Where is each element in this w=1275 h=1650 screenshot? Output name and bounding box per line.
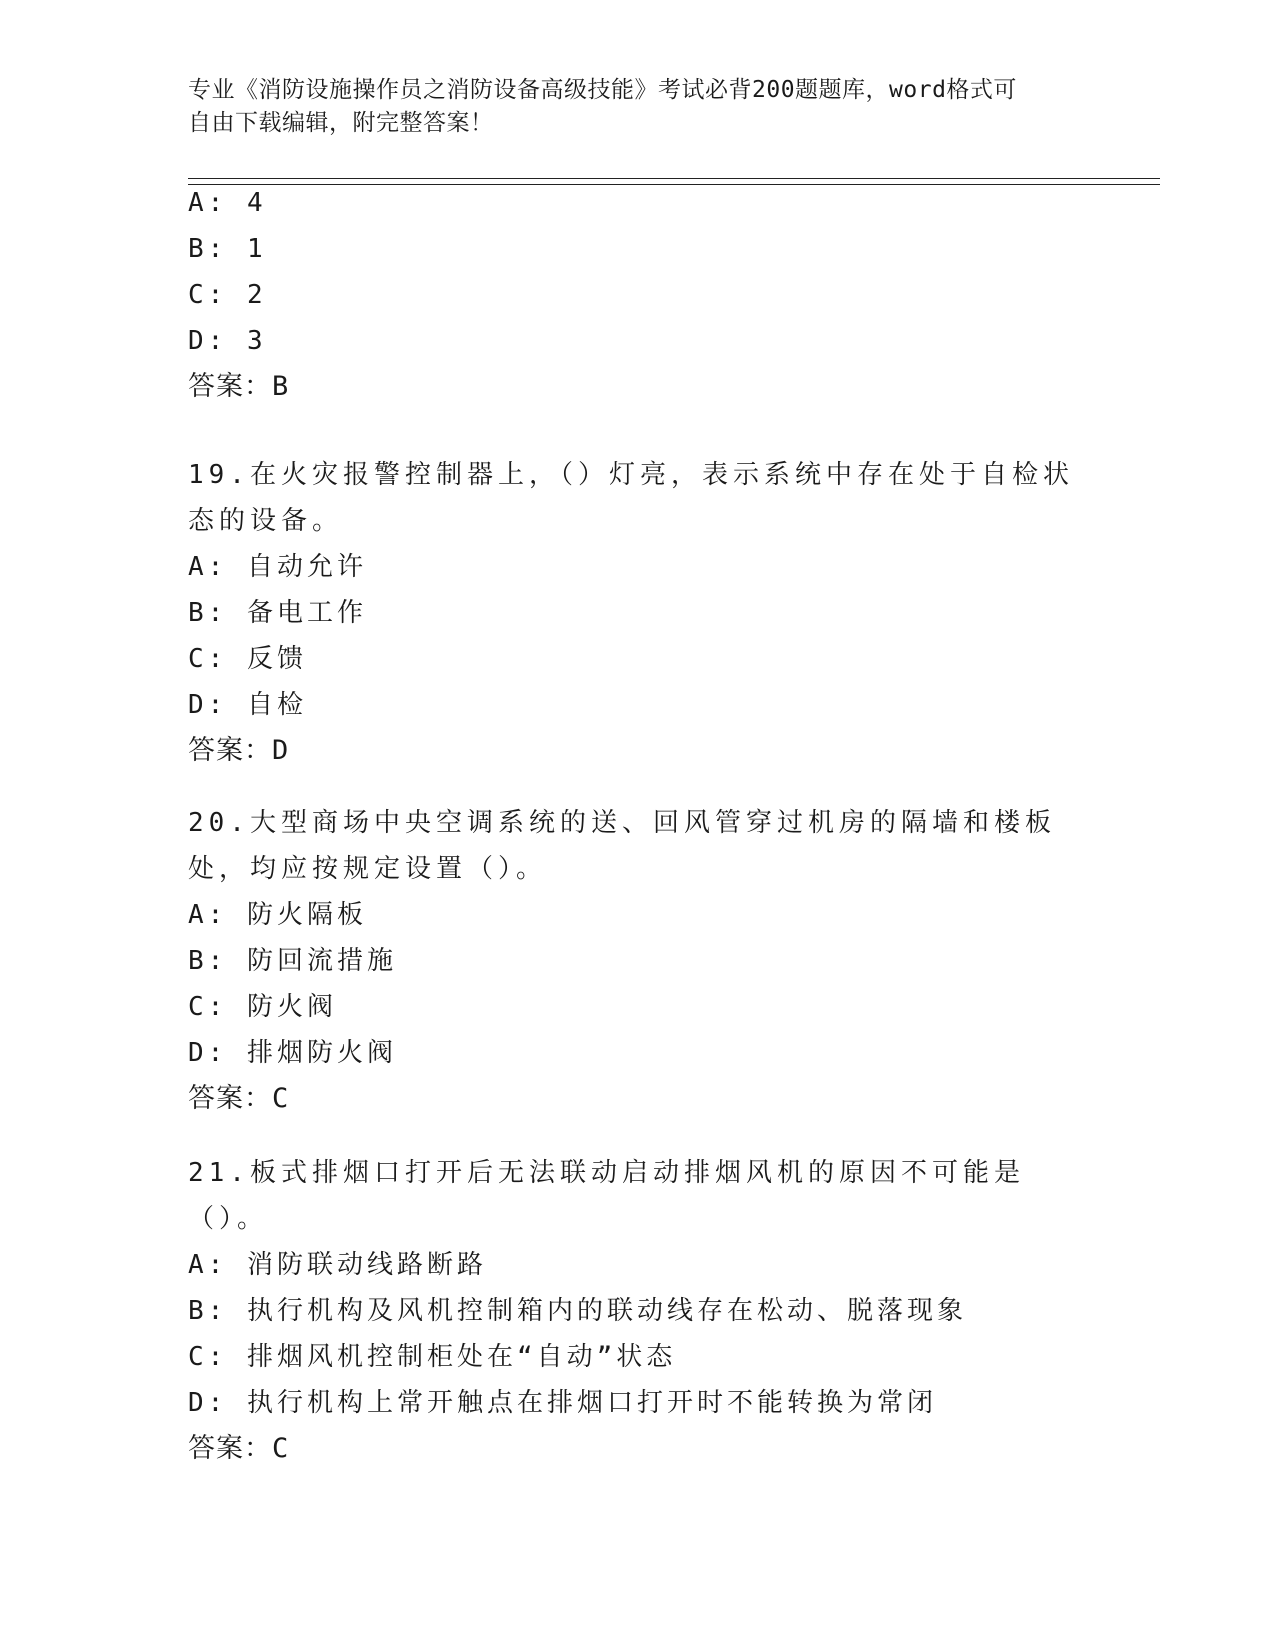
option-c: C: 2: [188, 280, 267, 310]
question-21: [188, 1150, 1088, 1472]
option-b: B: 备电工作: [188, 598, 367, 628]
option-a: A: 防火隔板: [188, 900, 367, 930]
question-19: [188, 452, 1088, 774]
option-a: A: 4: [188, 188, 267, 218]
option-d: D: 执行机构上常开触点在排烟口打开时不能转换为常闭: [188, 1388, 937, 1418]
option-d: D: 自检: [188, 690, 307, 720]
question-stem: 20.大型商场中央空调系统的送、回风管穿过机房的隔墙和楼板处，均应按规定设置（）。: [188, 808, 1056, 884]
question-stem: 19.在火灾报警控制器上，（）灯亮，表示系统中存在处于自检状态的设备。: [188, 460, 1074, 536]
option-b: B: 1: [188, 234, 267, 264]
answer-line: 答案：C: [188, 1083, 290, 1114]
answer-line: 答案：B: [188, 371, 290, 402]
document-header: [188, 74, 1068, 140]
option-b: B: 执行机构及风机控制箱内的联动线存在松动、脱落现象: [188, 1296, 967, 1326]
option-b: B: 防回流措施: [188, 946, 397, 976]
option-c: C: 防火阀: [188, 992, 337, 1022]
option-c: C: 排烟风机控制柜处在“自动”状态: [188, 1342, 677, 1372]
question-20: [188, 800, 1088, 1122]
header-line-1: 专业《消防设施操作员之消防设备高级技能》考试必背200题题库，word格式可: [188, 77, 1017, 103]
answer-line: 答案：C: [188, 1433, 290, 1464]
answer-line: 答案：D: [188, 735, 290, 766]
option-d: D: 排烟防火阀: [188, 1038, 397, 1068]
question-18: [188, 180, 1088, 410]
option-c: C: 反馈: [188, 644, 307, 674]
option-a: A: 自动允许: [188, 552, 367, 582]
option-a: A: 消防联动线路断路: [188, 1250, 487, 1280]
header-line-2: 自由下载编辑，附完整答案！: [188, 110, 494, 136]
option-d: D: 3: [188, 326, 267, 356]
question-stem: 21.板式排烟口打开后无法联动启动排烟风机的原因不可能是（）。: [188, 1158, 1025, 1234]
